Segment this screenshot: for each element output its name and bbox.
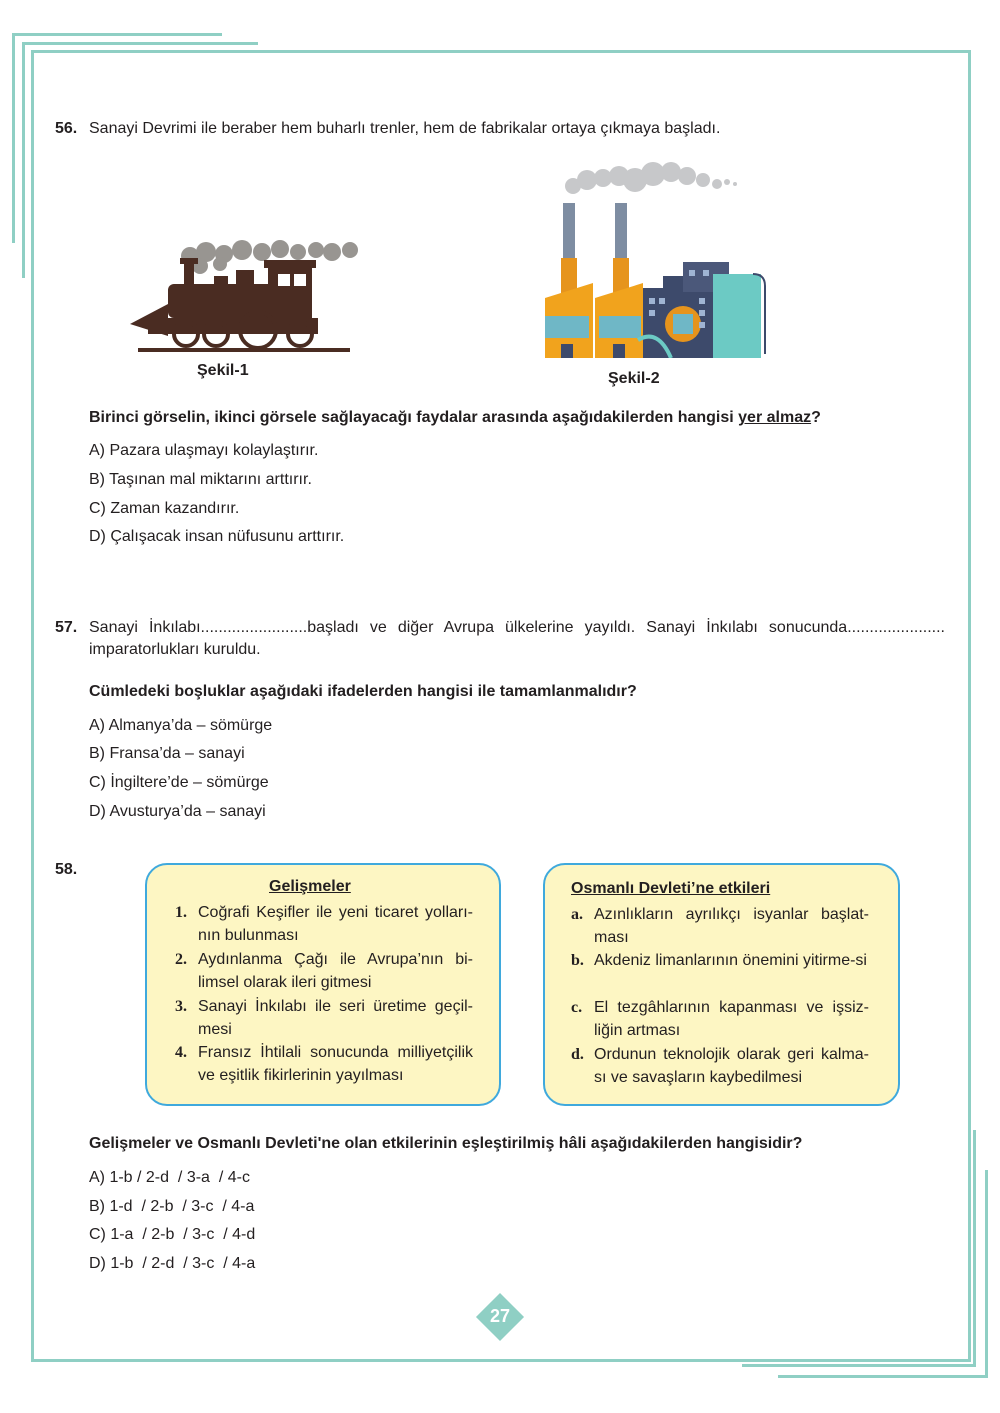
question-number: 58. [55,861,78,878]
question-57-prompt: Cümledeki boşluklar aşağıdaki ifadelerden hangisi ile tamamlanmalıdır? [89,683,637,700]
option-a[interactable]: A) Almanya’da – sömürge [89,717,273,734]
item-text: Coğrafi Keşifler ile yeni ticaret yolları-nın bulunması [198,904,473,944]
frame-deco-tl-4 [22,42,25,278]
frame-deco-br-4 [985,1170,988,1378]
question-stem: Sanayi Devrimi ile beraber hem buharlı trenler, hem de fabrikalar ortaya çıkmaya başladı. [89,120,721,137]
development-item [175,1041,473,1087]
question-58-prompt: Gelişmeler ve Osmanlı Devleti'ne olan etkilerinin eşleştirilmiş hâli aşağıdakilerden hangisidir? [89,1135,803,1152]
option-d[interactable]: D) Çalışacak insan nüfusunu arttırır. [89,528,345,545]
item-text: Aydınlanma Çağı ile Avrupa’nın bi-limsel olarak ileri gitmesi [198,951,473,991]
frame-deco-tl-3 [22,42,258,45]
factory-icon [543,158,768,358]
effects-title: Osmanlı Devleti’ne etkileri [571,880,771,897]
option-a[interactable]: A) Pazara ulaşmayı kolaylaştırır. [89,442,319,459]
effect-item [571,949,869,972]
option-a[interactable]: A) 1-b / 2-d / 3-a / 4-c [89,1169,250,1186]
item-key: 4. [175,1044,187,1061]
frame-deco-tl-1 [12,33,222,36]
option-b[interactable]: B) Fransa’da – sanayi [89,745,245,762]
effects-box [543,863,900,1106]
item-text: Fransız İhtilali sonucunda milliyetçilik ve eşitlik fikirlerinin yayılması [198,1044,473,1084]
option-b[interactable]: B) 1-d / 2-b / 3-c / 4-a [89,1198,255,1215]
figure-1-caption: Şekil-1 [197,362,249,379]
item-key: 3. [175,998,187,1015]
option-c[interactable]: C) Zaman kazandırır. [89,500,240,517]
prompt-text: Birinci görselin, ikinci görsele sağlayacağı faydalar arasında aşağıdakilerden hangisi [89,409,739,426]
item-key: d. [571,1046,584,1063]
effect-item [571,1043,869,1089]
question-56-prompt [89,407,949,429]
development-item [175,901,473,947]
steam-locomotive-icon [128,240,364,358]
prompt-end: ? [811,409,821,426]
question-stem: Sanayi İnkılabı........................başladı ve diğer Avrupa ülkelerine yayıldı. Sanayi İnkılabı sonucunda...................... imparatorlukları kuruldu. [89,619,945,658]
effect-item [571,903,869,949]
option-b[interactable]: B) Taşınan mal miktarını arttırır. [89,471,312,488]
question-56 [55,118,945,140]
developments-title: Gelişmeler [269,878,351,895]
option-d[interactable]: D) 1-b / 2-d / 3-c / 4-a [89,1255,256,1272]
item-key: b. [571,952,584,969]
frame-deco-br-1 [742,1364,976,1367]
question-57 [55,617,945,661]
item-key: 1. [175,904,187,921]
item-key: c. [571,999,583,1016]
development-item [175,995,473,1041]
effect-item [571,996,869,1042]
item-text: Azınlıkların ayrılıkçı isyanlar başlat-ması [594,906,869,946]
developments-box [145,863,501,1106]
option-c[interactable]: C) 1-a / 2-b / 3-c / 4-d [89,1226,256,1243]
frame-deco-br-2 [973,1130,976,1367]
item-text: Ordunun teknolojik olarak geri kalma-sı ve savaşların kaybedilmesi [594,1046,869,1086]
development-item [175,948,473,994]
item-text: El tezgâhlarının kapanması ve işsiz-liğin artması [594,999,869,1039]
prompt-emphasis: yer almaz [738,409,812,426]
frame-deco-tl-2 [12,33,15,243]
option-c[interactable]: C) İngiltere’de – sömürge [89,774,269,791]
figure-2-caption: Şekil-2 [608,370,660,387]
option-d[interactable]: D) Avusturya’da – sanayi [89,803,266,820]
item-text: Sanayi İnkılabı ile seri üretime geçil-mesi [198,998,473,1038]
item-key: a. [571,906,583,923]
item-key: 2. [175,951,187,968]
question-number: 56. [55,120,78,137]
page-number: 27 [489,1306,511,1326]
item-text: Akdeniz limanlarının önemini yitirme-si [594,952,867,969]
frame-deco-br-3 [778,1375,988,1378]
question-number: 57. [55,619,78,636]
